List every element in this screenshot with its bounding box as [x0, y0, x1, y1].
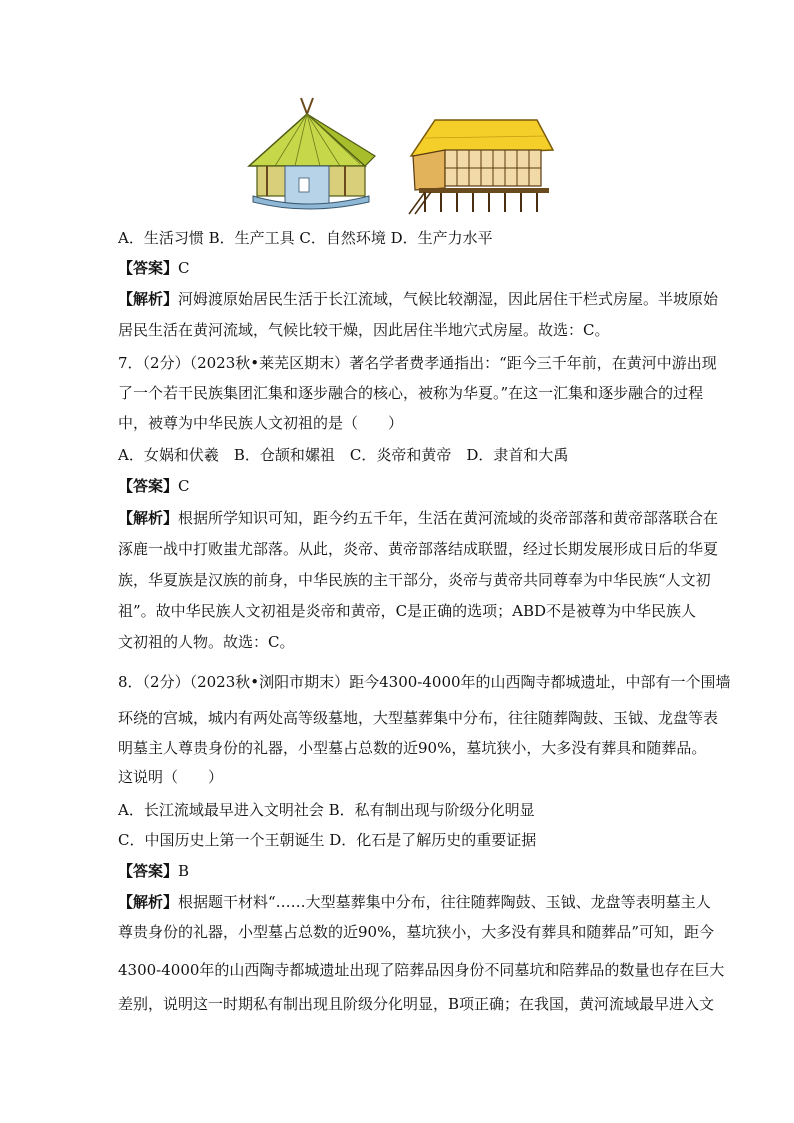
analysis-tag: 【解析】 [118, 509, 179, 527]
answer-tag: 【答案】 [118, 862, 179, 880]
hemudu-stilt-house-image [405, 116, 555, 216]
analysis-text: 根据题干材料“……大型墓葬集中分布，往往随葬陶鼓、玉钺、龙盘等表明墓主人 [178, 893, 711, 911]
analysis-text: 河姆渡原始居民生活于长江流域，气候比较潮湿，因此居住干栏式房屋。半坡原始 [178, 290, 719, 308]
analysis-tag: 【解析】 [118, 290, 179, 308]
answer-tag: 【答案】 [118, 259, 179, 277]
q8-stem-line-3: 明墓主人尊贵身份的礼器，小型墓占总数的近90%，墓坑狭小，大多没有葬具和随葬品。 [118, 739, 707, 757]
q7-analysis-line-5: 文初祖的人物。故选：C。 [118, 633, 295, 651]
q6-analysis-line-2: 居民生活在黄河流域，气候比较干燥，因此居住半地穴式房屋。故选：C。 [118, 321, 610, 339]
q7-stem-line-1: 7．（2分）（2023秋•莱芜区期末）著名学者费孝通指出：“距今三千年前，在黄河中游出现 [118, 354, 717, 372]
analysis-text: 根据所学知识可知，距今约五千年，生活在黄河流域的炎帝部落和黄帝部落联合在 [178, 509, 719, 527]
q7-options: A．女娲和伏羲 B．仓颉和嫘祖 C．炎帝和黄帝 D．隶首和大禹 [118, 446, 569, 464]
q8-stem-line-4: 这说明（ ） [118, 768, 224, 786]
analysis-tag: 【解析】 [118, 893, 179, 911]
q8-stem-line-1: 8．（2分）（2023秋•浏阳市期末）距今4300-4000年的山西陶寺都城遗址，中部有一个围墙 [118, 673, 731, 691]
q7-answer [118, 476, 688, 496]
q7-analysis-line-1 [118, 508, 719, 528]
q7-analysis-line-4: 祖”。故中华民族人文初祖是炎帝和黄帝，C是正确的选项；ABD不是被尊为中华民族人 [118, 602, 697, 620]
q8-analysis-line-3: 4300-4000年的山西陶寺都城遗址出现了陪葬品因身份不同墓坑和陪葬品的数量也存在巨大 [118, 961, 725, 979]
q8-analysis-line-1 [118, 892, 711, 912]
q8-answer [118, 861, 688, 881]
q8-analysis-line-2: 尊贵身份的礼器，小型墓占总数的近90%，墓坑狭小，大多没有葬具和随葬品”可知，距今 [118, 923, 715, 941]
q7-analysis-line-2: 涿鹿一战中打败蚩尤部落。从此，炎帝、黄帝部落结成联盟，经过长期发展形成日后的华夏 [118, 540, 719, 558]
q8-options-line-1: A．长江流域最早进入文明社会 B．私有制出现与阶级分化明显 [118, 801, 535, 819]
answer-value: C [178, 477, 190, 495]
q8-options-line-2: C．中国历史上第一个王朝诞生 D．化石是了解历史的重要证据 [118, 831, 537, 849]
banpo-hut-image [245, 96, 385, 216]
q6-analysis-line-1 [118, 289, 719, 309]
q8-analysis-line-4: 差别，说明这一时期私有制出现且阶级分化明显，B项正确；在我国，黄河流域最早进入文 [118, 995, 715, 1013]
answer-tag: 【答案】 [118, 477, 179, 495]
q8-stem-line-2: 环绕的宫城，城内有两处高等级墓地，大型墓葬集中分布，往往随葬陶鼓、玉钺、龙盘等表 [118, 709, 719, 727]
answer-value: B [178, 862, 190, 880]
q6-options: A．生活习惯 B．生产工具 C．自然环境 D．生产力水平 [118, 229, 493, 247]
q7-stem-line-3: 中，被尊为中华民族人文初祖的是（ ） [118, 414, 404, 432]
q7-analysis-line-3: 族，华夏族是汉族的前身，中华民族的主干部分，炎帝与黄帝共同尊奉为中华民族“人文初 [118, 571, 711, 589]
q7-stem-line-2: 了一个若干民族集团汇集和逐步融合的核心，被称为华夏。”在这一汇集和逐步融合的过程 [118, 384, 704, 402]
dwelling-figures [245, 96, 555, 216]
answer-value: C [178, 259, 190, 277]
q6-answer [118, 258, 688, 278]
